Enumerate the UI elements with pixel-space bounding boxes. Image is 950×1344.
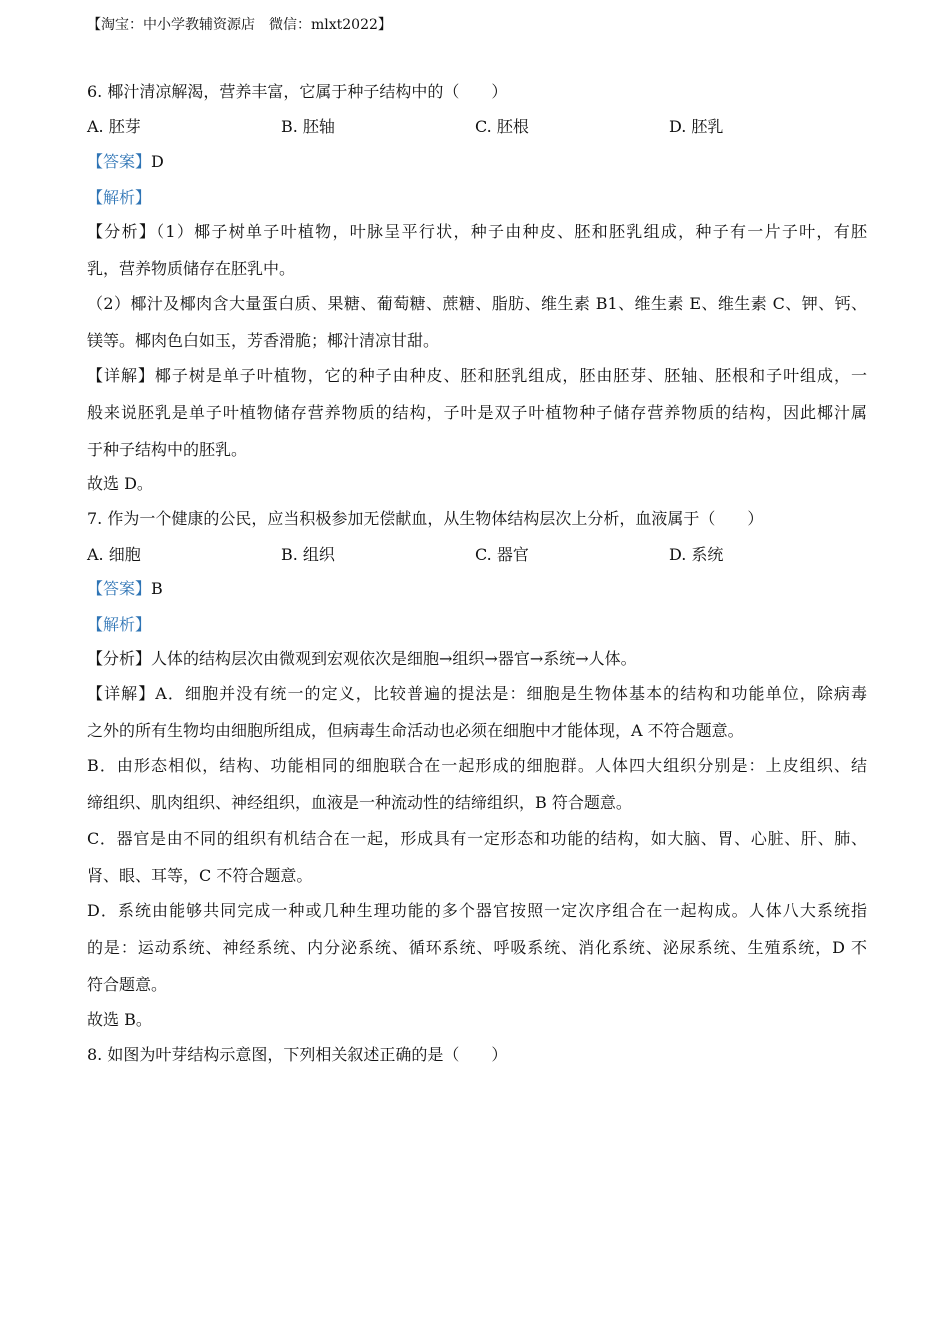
q6-fenxi-2b: 镁等。椰肉色白如玉，芳香滑脆；椰汁清凉甘甜。 — [87, 331, 440, 350]
q6-option-b: B. 胚轴 — [281, 117, 335, 136]
q7-conclusion: 故选 B。 — [87, 1010, 152, 1029]
q7-detail-d2: 的是：运动系统、神经系统、内分泌系统、循环系统、呼吸系统、消化系统、泌尿系统、生殖系统，D 不 — [87, 938, 867, 957]
q7-detail-a2: 之外的所有生物均由细胞所组成，但病毒生命活动也必须在细胞中才能体现，A 不符合题意。 — [87, 721, 744, 740]
q7-option-b: B. 组织 — [281, 545, 335, 564]
q6-option-c: C. 胚根 — [475, 117, 529, 136]
q7-option-a: A. 细胞 — [87, 545, 141, 564]
q6-detail-b: 般来说胚乳是单子叶植物储存营养物质的结构，子叶是双子叶植物种子储存营养物质的结构，因此椰汁属 — [87, 403, 867, 422]
q7-detail-a1: 【详解】A．细胞并没有统一的定义，比较普遍的提法是：细胞是生物体基本的结构和功能单位，除病毒 — [87, 684, 867, 703]
q6-answer-value: D — [151, 152, 164, 171]
q6-fenxi-2a: （2）椰汁及椰肉含大量蛋白质、果糖、葡萄糖、蔗糖、脂肪、维生素 B1、维生素 E、维生素 C、钾、钙、 — [87, 294, 867, 313]
q7-option-c: C. 器官 — [475, 545, 529, 564]
page-header: 【淘宝：中小学教辅资源店 微信：mlxt2022】 — [87, 17, 392, 33]
q7-detail-c1: C．器官是由不同的组织有机结合在一起，形成具有一定形态和功能的结构，如大脑、胃、心脏、肝、肺、 — [87, 829, 867, 848]
q7-detail-d3: 符合题意。 — [87, 975, 168, 994]
q7-option-d: D. 系统 — [669, 545, 724, 564]
q6-fenxi-1b: 乳，营养物质储存在胚乳中。 — [87, 259, 296, 278]
q7-detail-b1: B．由形态相似，结构、功能相同的细胞联合在一起形成的细胞群。人体四大组织分别是：上皮组织、结 — [87, 756, 867, 775]
q7-answer-value: B — [151, 579, 163, 598]
q6-conclusion: 故选 D。 — [87, 474, 153, 493]
q7-detail-d1: D．系统由能够共同完成一种或几种生理功能的多个器官按照一定次序组合在一起构成。人体八大系统指 — [87, 901, 867, 920]
q6-fenxi-1a: 【分析】（1）椰子树单子叶植物，叶脉呈平行状，种子由种皮、胚和胚乳组成，种子有一片子叶，有胚 — [87, 222, 867, 241]
answer-tag: 【答案】 — [87, 152, 152, 171]
q8-question: 8. 如图为叶芽结构示意图，下列相关叙述正确的是（ ） — [87, 1045, 508, 1064]
q6-detail-c: 于种子结构中的胚乳。 — [87, 440, 248, 459]
q7-detail-b2: 缔组织、肌肉组织、神经组织，血液是一种流动性的结缔组织，B 符合题意。 — [87, 793, 632, 812]
q6-question: 6. 椰汁清凉解渴，营养丰富，它属于种子结构中的（ ） — [87, 82, 508, 101]
q7-fenxi: 【分析】人体的结构层次由微观到宏观依次是细胞→组织→器官→系统→人体。 — [87, 649, 637, 668]
q6-analysis-tag: 【解析】 — [87, 188, 152, 207]
q6-answer — [87, 152, 867, 172]
q6-option-a: A. 胚芽 — [87, 117, 141, 136]
q6-detail-a: 【详解】椰子树是单子叶植物，它的种子由种皮、胚和胚乳组成，胚由胚芽、胚轴、胚根和子叶组成，一 — [87, 366, 867, 385]
q7-analysis-tag: 【解析】 — [87, 615, 152, 634]
q7-question: 7. 作为一个健康的公民，应当积极参加无偿献血，从生物体结构层次上分析，血液属于（ ） — [87, 509, 764, 528]
q7-detail-c2: 肾、眼、耳等，C 不符合题意。 — [87, 866, 313, 885]
q7-answer — [87, 579, 867, 599]
q6-option-d: D. 胚乳 — [669, 117, 724, 136]
answer-tag: 【答案】 — [87, 579, 152, 598]
